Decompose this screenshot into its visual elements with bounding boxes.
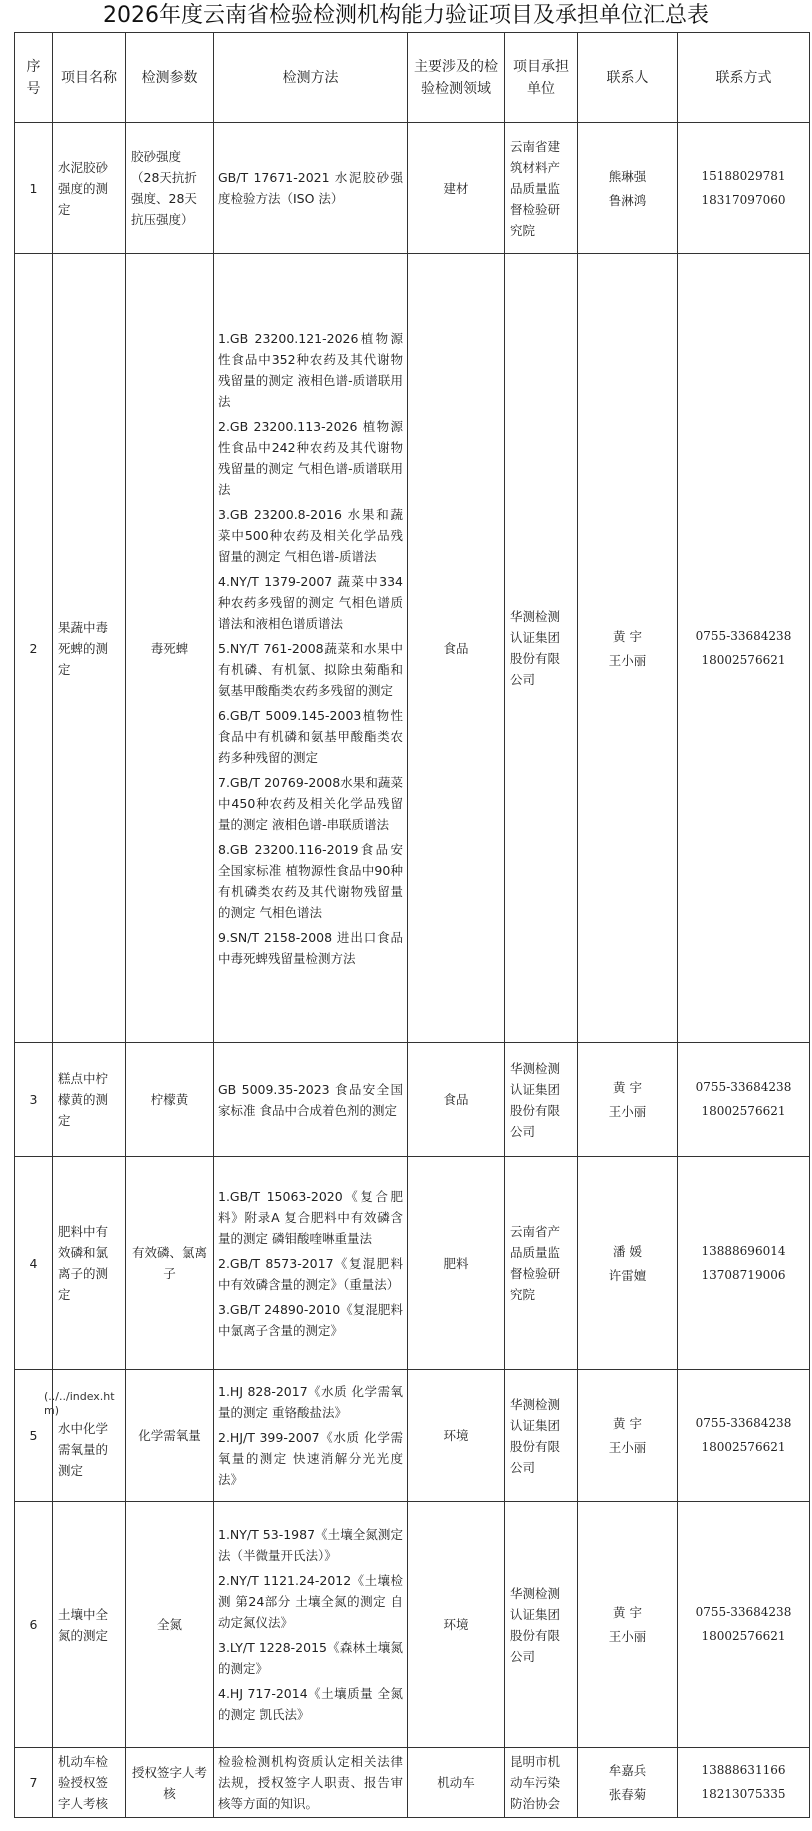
header-project: 项目名称 [53, 33, 126, 123]
phone-number: 18213075335 [701, 1787, 786, 1801]
method-item: 2.GB 23200.113-2026 植物源性食品中242种农药及其代谢物残留量的测定 气相色谱-质谱联用法 [218, 418, 403, 497]
row-field: 建材 [408, 123, 505, 254]
row-methods [214, 1157, 408, 1370]
row-no: 3 [15, 1043, 53, 1157]
row-params: 化学需氧量 [126, 1370, 214, 1502]
row-project: 果蔬中毒死蜱的测定 [53, 254, 126, 1043]
table-row [15, 1043, 810, 1157]
row-org: 华测检测认证集团股份有限公司 [505, 1043, 578, 1157]
table-row [15, 1370, 810, 1502]
phone-number: 18002576621 [701, 1104, 786, 1118]
row-phones [678, 1043, 810, 1157]
method-item: 2.HJ/T 399-2007《水质 化学需氧量的测定 快速消解分光光度法》 [218, 1430, 403, 1487]
phone-number: 18317097060 [701, 192, 786, 207]
phone-number: 0755-33684238 [695, 1080, 792, 1094]
method-item: 1.GB 23200.121-2026植物源性食品中352种农药及其代谢物残留量的测定 液相色谱-质谱联用法 [218, 330, 403, 409]
method-item: 4.NY/T 1379-2007 蔬菜中334种农药多残留的测定 气相色谱质谱法和液相色谱质谱法 [218, 573, 403, 631]
contact-name: 黄 宇 [613, 1416, 642, 1431]
contact-name: 牟嘉兵 [608, 1763, 647, 1778]
row-field: 环境 [408, 1370, 505, 1502]
row-org: 华测检测认证集团股份有限公司 [505, 254, 578, 1043]
method-item: 2.GB/T 8573-2017《复混肥料中有效磷含量的测定》（重量法） [218, 1255, 403, 1292]
phone-number: 18002576621 [701, 1440, 786, 1454]
row-phones [678, 1157, 810, 1370]
row-no: 5 [15, 1370, 53, 1502]
phone-number: 15188029781 [701, 168, 786, 183]
contact-name: 张春菊 [608, 1787, 647, 1802]
row-no: 6 [15, 1502, 53, 1748]
phone-number: 0755-33684238 [695, 1605, 792, 1619]
table-row [15, 1748, 810, 1818]
summary-table [14, 32, 810, 1818]
method-item: 9.SN/T 2158-2008 进出口食品中毒死蜱残留量检测方法 [218, 929, 403, 966]
row-org: 昆明市机动车污染防治协会 [505, 1748, 578, 1818]
page-title: 2026年度云南省检验检测机构能力验证项目及承担单位汇总表 [103, 3, 709, 28]
header-no: 序号 [15, 33, 53, 123]
row-methods [214, 254, 408, 1043]
phone-number: 13888631166 [701, 1763, 786, 1777]
row-project [44, 1370, 126, 1502]
row-phones [678, 1502, 810, 1748]
contact-name: 许雷嬗 [608, 1267, 647, 1283]
method-item: 3.GB 23200.8-2016 水果和蔬菜中500种农药及相关化学品残留量的测定 气相色谱-质谱法 [218, 506, 403, 564]
row-contacts [578, 1748, 678, 1818]
method-item: 3.GB/T 24890-2010《复混肥料中氯离子含量的测定》 [218, 1301, 403, 1338]
header-org: 项目承担单位 [505, 33, 578, 123]
table-row [15, 254, 810, 1043]
row-project: 水泥胶砂强度的测定 [53, 123, 126, 254]
contact-name: 潘 媛 [613, 1243, 642, 1259]
contact-name: 王小丽 [608, 1629, 647, 1644]
header-contact: 联系人 [578, 33, 678, 123]
method-item: 5.NY/T 761-2008蔬菜和水果中有机磷、有机氯、拟除虫菊酯和氨基甲酸酯类农药多残留的测定 [218, 640, 403, 698]
row-project: 糕点中柠檬黄的测定 [53, 1043, 126, 1157]
contact-name: 王小丽 [608, 1104, 647, 1119]
method-item: 8.GB 23200.116-2019食品安全国家标准 植物源性食品中90种有机磷类农药及其代谢物残留量的测定 气相色谱法 [218, 841, 403, 920]
row-org: 云南省产品质量监督检验研究院 [505, 1157, 578, 1370]
contact-name: 王小丽 [608, 1440, 647, 1455]
method-item: GB 5009.35-2023 食品安全国家标准 食品中合成着色剂的测定 [218, 1081, 403, 1118]
row-field: 机动车 [408, 1748, 505, 1818]
row-methods [214, 1043, 408, 1157]
table-row [15, 1157, 810, 1370]
phone-number: 18002576621 [701, 652, 786, 667]
row-params: 胶砂强度（28天抗折强度、28天抗压强度） [126, 123, 214, 254]
row-contacts [578, 1370, 678, 1502]
row-org: 华测检测认证集团股份有限公司 [505, 1370, 578, 1502]
phone-number: 18002576621 [701, 1629, 786, 1643]
contact-name: 熊琳强 [608, 168, 647, 184]
row-no: 2 [15, 254, 53, 1043]
row-phones [678, 254, 810, 1043]
row-phones [678, 1370, 810, 1502]
method-item: GB/T 17671-2021 水泥胶砂强度检验方法（ISO 法） [218, 170, 403, 206]
row-phones [678, 1748, 810, 1818]
method-item: 7.GB/T 20769-2008水果和蔬菜中450种农药及相关化学品残留量的测定 液相色谱-串联质谱法 [218, 774, 403, 832]
row-params: 柠檬黄 [126, 1043, 214, 1157]
row-params: 毒死蜱 [126, 254, 214, 1043]
phone-number: 0755-33684238 [695, 1416, 792, 1430]
row-contacts [578, 123, 678, 254]
method-item: 6.GB/T 5009.145-2003植物性食品中有机磷和氨基甲酸酯类农药多种残留的测定 [218, 707, 403, 765]
contact-name: 黄 宇 [613, 1080, 642, 1095]
row-no: 7 [15, 1748, 53, 1818]
contact-name: 鲁淋鸿 [608, 192, 647, 208]
row-project: 肥料中有效磷和氯离子的测定 [53, 1157, 126, 1370]
contact-name: 黄 宇 [613, 628, 642, 644]
method-item: 3.LY/T 1228-2015《森林土壤氮的测定》 [218, 1640, 403, 1676]
row-phones [678, 123, 810, 254]
method-item: 1.GB/T 15063-2020《复合肥料》附录A 复合肥料中有效磷含量的测定 磷钼酸喹啉重量法 [218, 1188, 403, 1246]
row-field: 食品 [408, 254, 505, 1043]
row-no: 1 [15, 123, 53, 254]
row-project: 土壤中全氮的测定 [53, 1502, 126, 1748]
row-contacts [578, 1157, 678, 1370]
method-item: 4.HJ 717-2014《土壤质量 全氮的测定 凯氏法》 [218, 1686, 403, 1722]
row-org: 云南省建筑材料产品质量监督检验研究院 [505, 123, 578, 254]
header-field: 主要涉及的检验检测领域 [408, 33, 505, 123]
method-item: 1.NY/T 53-1987《土壤全氮测定法（半微量开氏法）》 [218, 1527, 403, 1563]
row-contacts [578, 1502, 678, 1748]
header-params: 检测参数 [126, 33, 214, 123]
stray-link[interactable]: (../../index.htm) [44, 1390, 115, 1417]
row-methods [214, 1502, 408, 1748]
contact-name: 黄 宇 [613, 1605, 642, 1620]
row-org: 华测检测认证集团股份有限公司 [505, 1502, 578, 1748]
row-methods [214, 1748, 408, 1818]
contact-name: 王小丽 [608, 652, 647, 668]
row-project-label: 水中化学需氧量的测定 [58, 1421, 109, 1478]
table-row [15, 123, 810, 254]
row-contacts [578, 254, 678, 1043]
row-methods [214, 123, 408, 254]
header-row [15, 33, 810, 123]
row-params: 有效磷、氯离子 [126, 1157, 214, 1370]
method-item: 检验检测机构资质认定相关法律法规，授权签字人职责、报告审核等方面的知识。 [218, 1754, 403, 1811]
row-field: 环境 [408, 1502, 505, 1748]
row-params: 授权签字人考核 [126, 1748, 214, 1818]
row-methods [214, 1370, 408, 1502]
phone-number: 0755-33684238 [695, 628, 792, 643]
header-phone: 联系方式 [678, 33, 810, 123]
row-no: 4 [15, 1157, 53, 1370]
header-method: 检测方法 [214, 33, 408, 123]
row-field: 食品 [408, 1043, 505, 1157]
phone-number: 13708719006 [701, 1267, 786, 1282]
row-contacts [578, 1043, 678, 1157]
method-item: 1.HJ 828-2017《水质 化学需氧量的测定 重铬酸盐法》 [218, 1384, 403, 1420]
method-item: 2.NY/T 1121.24-2012《土壤检测 第24部分 土壤全氮的测定 自动定氮仪法》 [218, 1573, 403, 1630]
row-params: 全氮 [126, 1502, 214, 1748]
phone-number: 13888696014 [701, 1243, 786, 1258]
row-field: 肥料 [408, 1157, 505, 1370]
table-row [15, 1502, 810, 1748]
row-project: 机动车检验授权签字人考核 [53, 1748, 126, 1818]
